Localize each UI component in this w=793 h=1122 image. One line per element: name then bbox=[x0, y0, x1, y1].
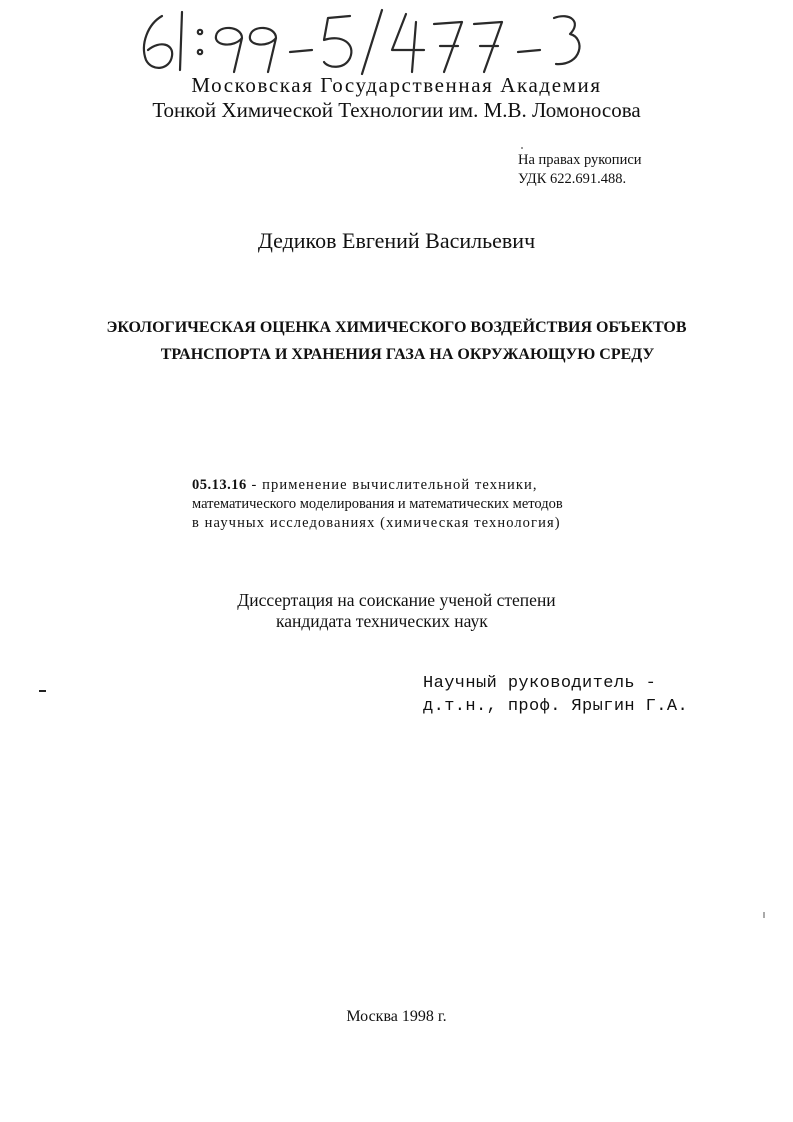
scan-speck bbox=[521, 147, 523, 149]
manuscript-note bbox=[518, 151, 642, 189]
supervisor-label: Научный руководитель - bbox=[423, 674, 657, 693]
specialty-code: 05.13.16 bbox=[192, 477, 247, 493]
udc-code: УДК 622.691.488. bbox=[518, 171, 627, 187]
handwritten-archive-number bbox=[130, 2, 590, 80]
degree-statement-line-2: кандидата технических наук bbox=[276, 611, 488, 631]
manuscript-rights-label: На правах рукописи bbox=[518, 152, 642, 168]
footer-place-year: Москва 1998 г. bbox=[346, 1008, 447, 1025]
specialty-text-line-1: - применение вычислительной техники, bbox=[246, 477, 538, 493]
scan-speck bbox=[763, 912, 765, 918]
author-name: Дедиков Евгений Васильевич bbox=[257, 228, 536, 253]
thesis-title bbox=[0, 314, 793, 368]
academy-name-line-1: Московская Государственная Академия bbox=[191, 73, 602, 97]
specialty-block bbox=[192, 476, 563, 533]
specialty-text-line-3: в научных исследованиях (химическая технология) bbox=[192, 515, 561, 531]
supervisor-name: д.т.н., проф. Ярыгин Г.А. bbox=[423, 697, 689, 716]
thesis-title-line-2: ТРАНСПОРТА И ХРАНЕНИЯ ГАЗА НА ОКРУЖАЮЩУЮ СРЕДУ bbox=[160, 346, 655, 363]
margin-mark bbox=[39, 690, 46, 692]
academy-name-line-2: Тонкой Химической Технологии им. М.В. Ломоносова bbox=[152, 98, 641, 122]
degree-statement-line-1: Диссертация на соискание ученой степени bbox=[237, 590, 556, 610]
thesis-title-line-1: ЭКОЛОГИЧЕСКАЯ ОЦЕНКА ХИМИЧЕСКОГО ВОЗДЕЙСТВИЯ ОБЪЕКТОВ bbox=[106, 319, 687, 336]
specialty-text-line-2: математического моделирования и математических методов bbox=[192, 496, 563, 512]
